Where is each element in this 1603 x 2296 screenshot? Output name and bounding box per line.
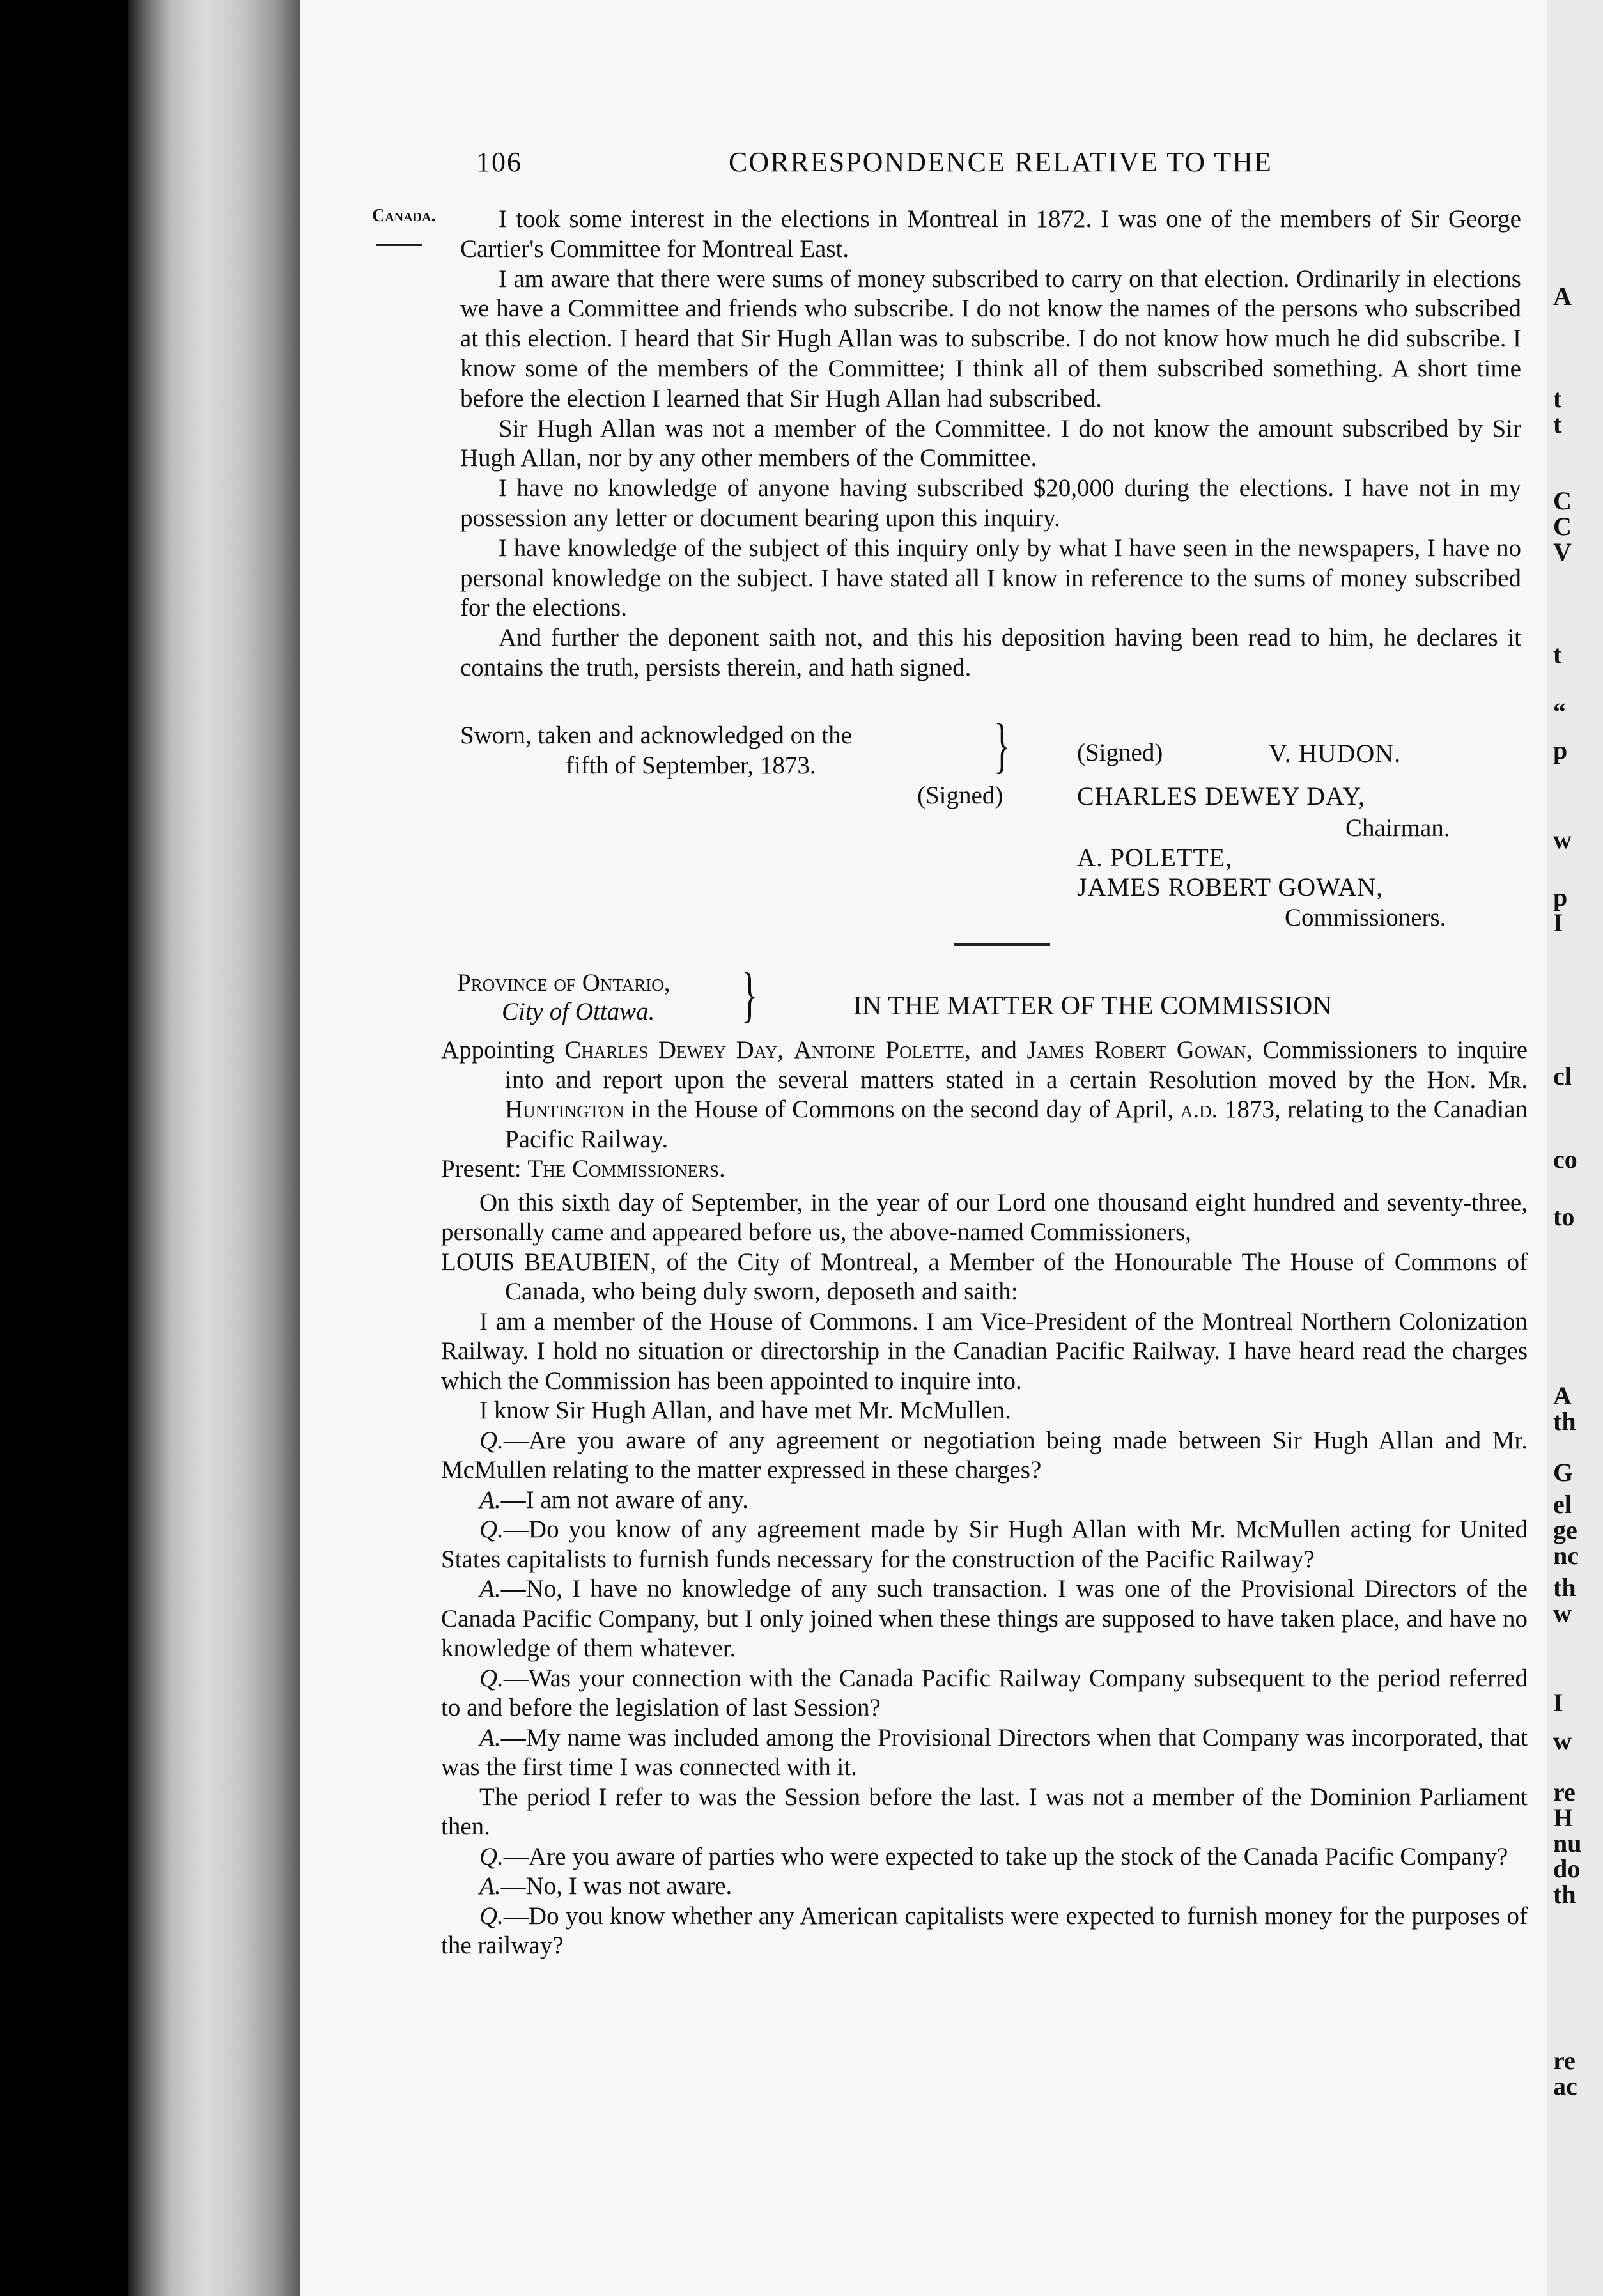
- qa-text: —Are you aware of any agreement or negotiation being made between Sir Hugh Allan and Mr. McMullen relating to the matter expressed in these charges?: [441, 1426, 1528, 1484]
- qa-text: The period I refer to was the Session before the last. I was not a member of the Dominion Parliament then.: [441, 1783, 1528, 1840]
- adjacent-page-fragment: ge: [1553, 1516, 1577, 1544]
- qa-item: [441, 1723, 1528, 1783]
- qa-list: [441, 1426, 1528, 1961]
- qa-text: —No, I was not aware.: [500, 1872, 732, 1900]
- sworn-line: Sworn, taken and acknowledged on the: [460, 722, 852, 749]
- adjacent-page-fragment: G: [1553, 1458, 1574, 1487]
- adjacent-page-fragment: C: [1553, 512, 1572, 541]
- adjacent-page-fragment: t: [1553, 410, 1562, 438]
- present-line: Present: The Commissioners.: [441, 1155, 725, 1183]
- adjacent-page-edge: [1547, 0, 1603, 2296]
- adjacent-page-fragment: nu: [1553, 1829, 1582, 1858]
- deponent-paragraph: LOUIS BEAUBIEN, of the City of Montreal, a Member of the Honourable The House of Commons of Canada, who being duly sworn, deposeth and saith:: [441, 1248, 1528, 1305]
- adjacent-page-fragment: t: [1553, 640, 1562, 669]
- qa-label: Q.: [479, 1842, 504, 1870]
- qa-label: Q.: [479, 1516, 504, 1543]
- paragraph: I am aware that there were sums of money subscribed to carry on that election. Ordinarily in elections we have a Committee and friends who subscribe. I do not know the names of the persons who subscribed at this election. I heard that Sir Hugh Allan was to subscribe. I do not know how much he did subscribe. I know some of the members of the Committee; I think all of them subscribed something. A short time before the election I learned that Sir Hugh Allan had subscribed.: [460, 265, 1521, 412]
- beaubien-deposition: [441, 1036, 1528, 1961]
- adjacent-page-fragment: “: [1553, 697, 1566, 726]
- province-label: Province of Ontario,: [457, 969, 670, 997]
- adjacent-page-fragment: ac: [1553, 2072, 1577, 2100]
- adjacent-page-fragment: w: [1553, 825, 1572, 854]
- book-page-edges: [128, 0, 300, 2296]
- adjacent-page-fragment: cl: [1553, 1062, 1572, 1090]
- adjacent-page-fragment: el: [1553, 1490, 1572, 1519]
- deponent-signature: V. HUDON.: [1269, 739, 1402, 768]
- qa-text: —Are you aware of parties who were expected to take up the stock of the Canada Pacific Company?: [503, 1842, 1508, 1870]
- adjacent-page-fragment: I: [1553, 908, 1563, 937]
- adjacent-page-fragment: p: [1553, 736, 1568, 764]
- adjacent-page-fragment: A: [1553, 1381, 1572, 1410]
- chairman-name: CHARLES DEWEY DAY,: [1077, 782, 1365, 811]
- qa-item: [441, 1485, 1528, 1516]
- paragraph: I took some interest in the elections in Montreal in 1872. I was one of the members of Sir George Cartier's Committee for Montreal East.: [460, 205, 1521, 263]
- appointing-paragraph: Appointing Charles Dewey Day, Antoine Polette, and James Robert Gowan, Commissioners to inquire into and report upon the several matters stated in a certain Resolution moved by the Hon. Mr. Huntington in the House of Commons on the second day of April, a.d. 1873, relating to the Canadian Pacific Railway.: [441, 1036, 1528, 1153]
- chairman-title: Chairman.: [1345, 814, 1450, 842]
- adjacent-page-fragment: I: [1553, 1688, 1563, 1717]
- qa-label: A.: [479, 1575, 501, 1602]
- adjacent-page-fragment: nc: [1553, 1541, 1579, 1570]
- signed-label: (Signed): [917, 782, 1003, 809]
- adjacent-page-fragment: re: [1553, 1778, 1576, 1806]
- adjacent-page-fragment: th: [1553, 1573, 1576, 1602]
- adjacent-page-fragment: H: [1553, 1803, 1574, 1832]
- commission-heading: IN THE MATTER OF THE COMMISSION: [853, 991, 1332, 1021]
- qa-item: [441, 1426, 1528, 1485]
- hudon-deposition: [460, 205, 1521, 683]
- brace: }: [741, 960, 758, 1028]
- qa-text: —My name was included among the Provisional Directors when that Company was incorporated, that was the first time I was connected with it.: [441, 1723, 1528, 1781]
- adjacent-page-fragment: p: [1553, 883, 1568, 911]
- commissioner-name: JAMES ROBERT GOWAN,: [1077, 873, 1384, 901]
- paragraph: I have knowledge of the subject of this inquiry only by what I have seen in the newspapers, I have no personal knowledge on the subject. I have stated all I know in reference to the sums of money subscribed for the elections.: [460, 534, 1521, 622]
- qa-text: —Was your connection with the Canada Pacific Railway Company subsequent to the period referred to and before the legislation of last Session?: [441, 1664, 1528, 1721]
- city-label: City of Ottawa.: [502, 998, 655, 1025]
- qa-item: [441, 1902, 1528, 1961]
- qa-item: [441, 1842, 1528, 1872]
- qa-label: Q.: [479, 1426, 504, 1454]
- qa-text: —Do you know of any agreement made by Sir Hugh Allan with Mr. McMullen acting for United States capitalists to furnish funds necessary for the construction of the Pacific Railway?: [441, 1516, 1528, 1573]
- qa-label: A.: [479, 1872, 501, 1900]
- running-title: CORRESPONDENCE RELATIVE TO THE: [729, 146, 1273, 178]
- adjacent-page-fragment: th: [1553, 1407, 1576, 1436]
- qa-label: A.: [479, 1485, 501, 1514]
- adjacent-page-fragment: to: [1553, 1202, 1575, 1231]
- qa-item: [441, 1515, 1528, 1574]
- qa-item: [441, 1664, 1528, 1723]
- qa-label: Q.: [479, 1664, 504, 1692]
- sidenote-rule: [376, 244, 422, 246]
- adjacent-page-fragment: re: [1553, 2046, 1576, 2075]
- margin-sidenote: Canada.: [372, 206, 436, 226]
- qa-label: Q.: [479, 1902, 504, 1930]
- adjacent-page-fragment: th: [1553, 1880, 1576, 1909]
- paragraph: I know Sir Hugh Allan, and have met Mr. McMullen.: [479, 1397, 1011, 1424]
- adjacent-page-fragment: w: [1553, 1599, 1572, 1627]
- commissioners-title: Commissioners.: [1285, 904, 1446, 931]
- qa-text: —I am not aware of any.: [500, 1485, 748, 1514]
- paragraph: And further the deponent saith not, and this his deposition having been read to him, he declares it contains the truth, persists therein, and hath signed.: [460, 624, 1521, 681]
- qa-item: [441, 1574, 1528, 1664]
- adjacent-page-fragment: V: [1553, 538, 1572, 566]
- page-number: 106: [476, 146, 522, 178]
- adjacent-page-fragment: co: [1553, 1145, 1577, 1174]
- qa-label: A.: [479, 1723, 501, 1751]
- intro-paragraph: On this sixth day of September, in the year of our Lord one thousand eight hundred and seventy-three, personally came and appeared before us, the above-named Commissioners,: [441, 1188, 1528, 1246]
- brace: }: [994, 711, 1011, 779]
- section-rule: [954, 943, 1050, 946]
- signed-label: (Signed): [1077, 739, 1163, 766]
- qa-item: [441, 1783, 1528, 1842]
- adjacent-page-fragment: C: [1553, 486, 1572, 515]
- paragraph: I am a member of the House of Commons. I am Vice-President of the Montreal Northern Colonization Railway. I hold no situation or directorship in the Canadian Pacific Railway. I have heard read the charges which the Commission has been appointed to inquire into.: [441, 1307, 1528, 1395]
- adjacent-page-fragment: A: [1553, 282, 1572, 311]
- paragraph: Sir Hugh Allan was not a member of the Committee. I do not know the amount subscribed by Sir Hugh Allan, nor by any other members of the Committee.: [460, 414, 1521, 472]
- adjacent-page-fragment: t: [1553, 384, 1562, 413]
- sworn-date: fifth of September, 1873.: [566, 752, 816, 779]
- qa-text: —Do you know whether any American capitalists were expected to furnish money for the purposes of the railway?: [441, 1902, 1528, 1959]
- qa-text: —No, I have no knowledge of any such transaction. I was one of the Provisional Directors of the Canada Pacific Company, but I only joined when these things are supposed to have taken place, and have no knowledge of them whatever.: [441, 1575, 1528, 1662]
- paragraph: I have no knowledge of anyone having subscribed $20,000 during the elections. I have not in my possession any letter or document bearing upon this inquiry.: [460, 474, 1521, 532]
- commissioner-name: A. POLETTE,: [1077, 843, 1233, 872]
- qa-item: [441, 1872, 1528, 1902]
- document-page: [300, 0, 1547, 2296]
- adjacent-page-fragment: do: [1553, 1854, 1581, 1883]
- adjacent-page-fragment: w: [1553, 1726, 1572, 1755]
